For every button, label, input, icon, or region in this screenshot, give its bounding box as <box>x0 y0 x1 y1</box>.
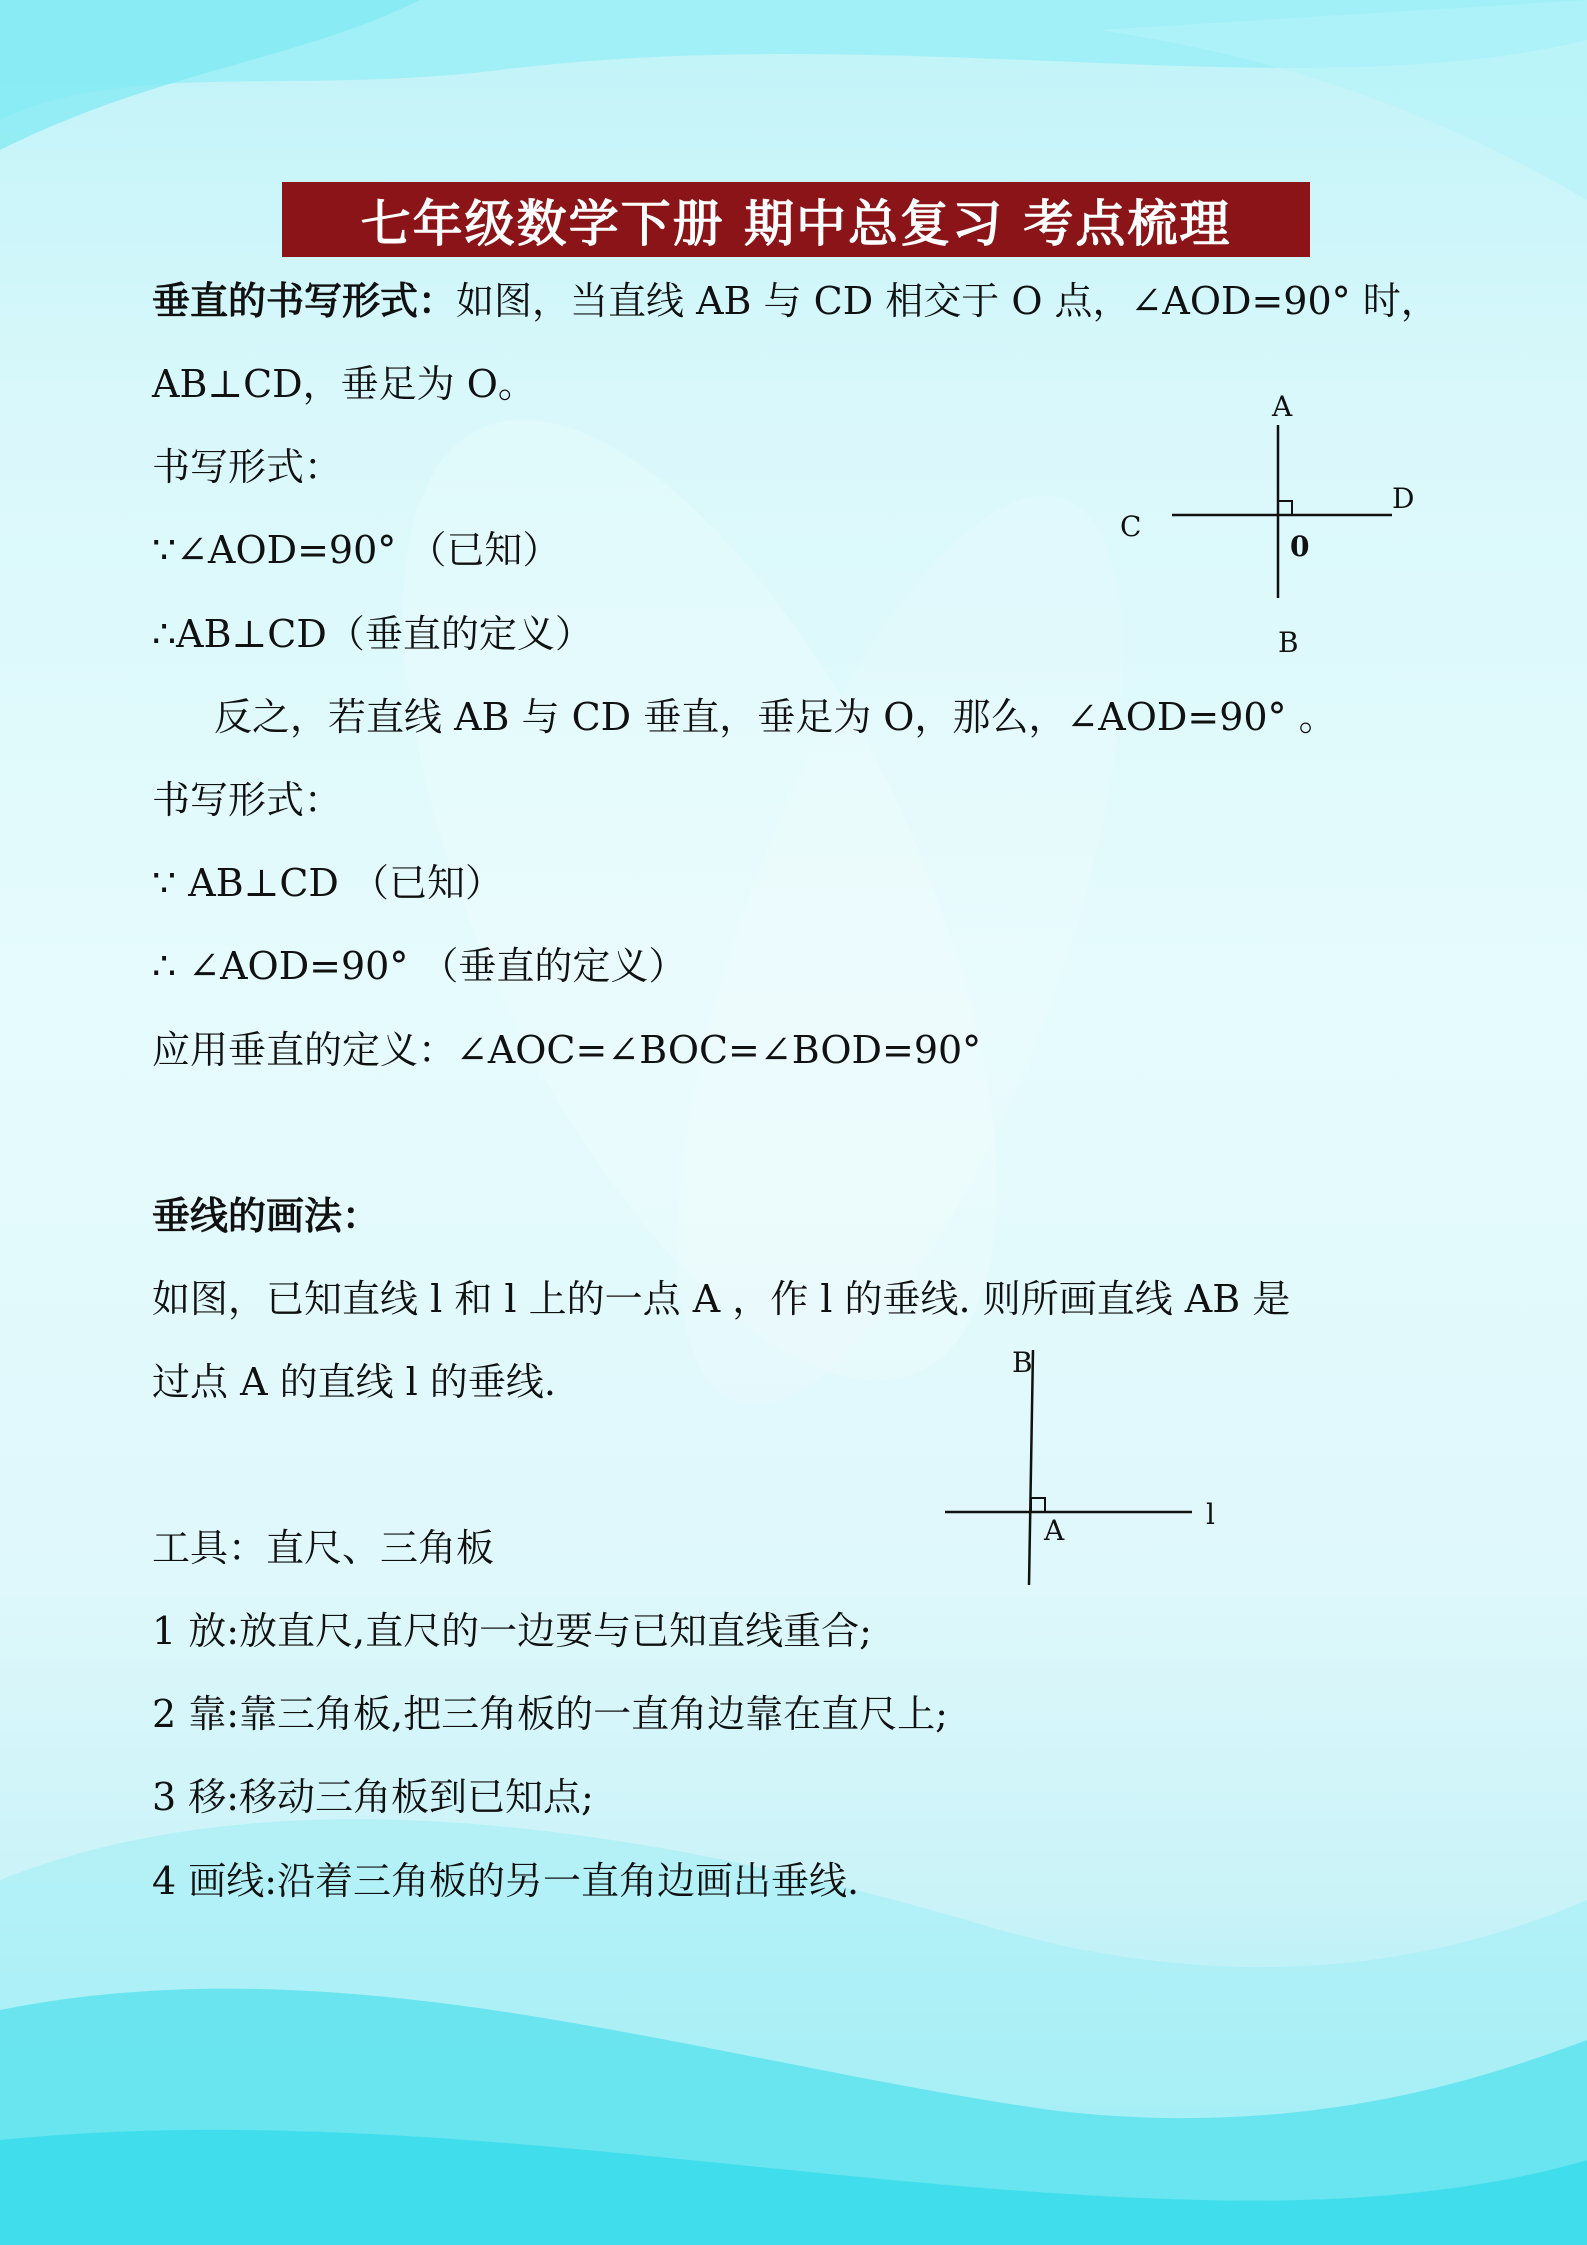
step-4: 4 画线:沿着三角板的另一直角边画出垂线. <box>152 1859 860 1903</box>
label-l: l <box>1206 1498 1215 1531</box>
converse-line: 反之，若直线 AB 与 CD 垂直，垂足为 O，那么，∠AOD=90° 。 <box>214 695 1337 739</box>
perpendicular-figure <box>1100 380 1440 670</box>
label-a-2: A <box>1044 1514 1065 1547</box>
step-3: 3 移:移动三角板到已知点; <box>152 1775 594 1819</box>
label-d: D <box>1392 482 1415 515</box>
section1-intro-a: 如图，当直线 AB 与 CD 相交于 O 点，∠AOD=90° 时， <box>456 279 1439 323</box>
because-line-2: ∵ AB⊥CD （已知） <box>152 861 503 905</box>
step-1: 1 放:放直尺,直尺的一边要与已知直线重合; <box>152 1609 872 1653</box>
perpendicular-construction-figure <box>930 1330 1230 1600</box>
form-label-2: 书写形式： <box>152 778 343 822</box>
because-line-1: ∵∠AOD=90° （已知） <box>152 528 561 572</box>
label-b-2: B <box>1012 1346 1033 1379</box>
label-a: A <box>1272 390 1293 423</box>
section2-heading: 垂线的画法： <box>152 1194 381 1238</box>
therefore-line-2: ∴ ∠AOD=90° （垂直的定义） <box>152 944 687 988</box>
page-title: 七年级数学下册 期中总复习 考点梳理 <box>282 182 1310 257</box>
section1-heading: 垂直的书写形式： <box>152 279 457 323</box>
right-angle-mark-2 <box>1031 1498 1045 1512</box>
step-2: 2 靠:靠三角板,把三角板的一直角边靠在直尺上; <box>152 1692 948 1736</box>
application-line: 应用垂直的定义：∠AOC=∠BOC=∠BOD=90° <box>152 1028 982 1072</box>
section2-desc-b: 过点 A 的直线 l 的垂线. <box>152 1360 556 1404</box>
label-b: B <box>1278 626 1299 659</box>
section1-intro-b: AB⊥CD，垂足为 O。 <box>152 362 536 406</box>
label-o: 0 <box>1290 530 1310 563</box>
label-c: C <box>1120 510 1142 543</box>
line-ab-drawn <box>1029 1350 1033 1585</box>
right-angle-mark <box>1278 501 1292 515</box>
tools-line: 工具：直尺、三角板 <box>152 1526 495 1570</box>
section1-intro-line <box>152 277 1439 325</box>
section2-desc-a: 如图，已知直线 l 和 l 上的一点 A ，作 l 的垂线. 则所画直线 AB 是 <box>152 1277 1291 1321</box>
therefore-line-1: ∴AB⊥CD（垂直的定义） <box>152 612 593 656</box>
section2-heading-line <box>152 1192 380 1240</box>
form-label-1: 书写形式： <box>152 445 343 489</box>
